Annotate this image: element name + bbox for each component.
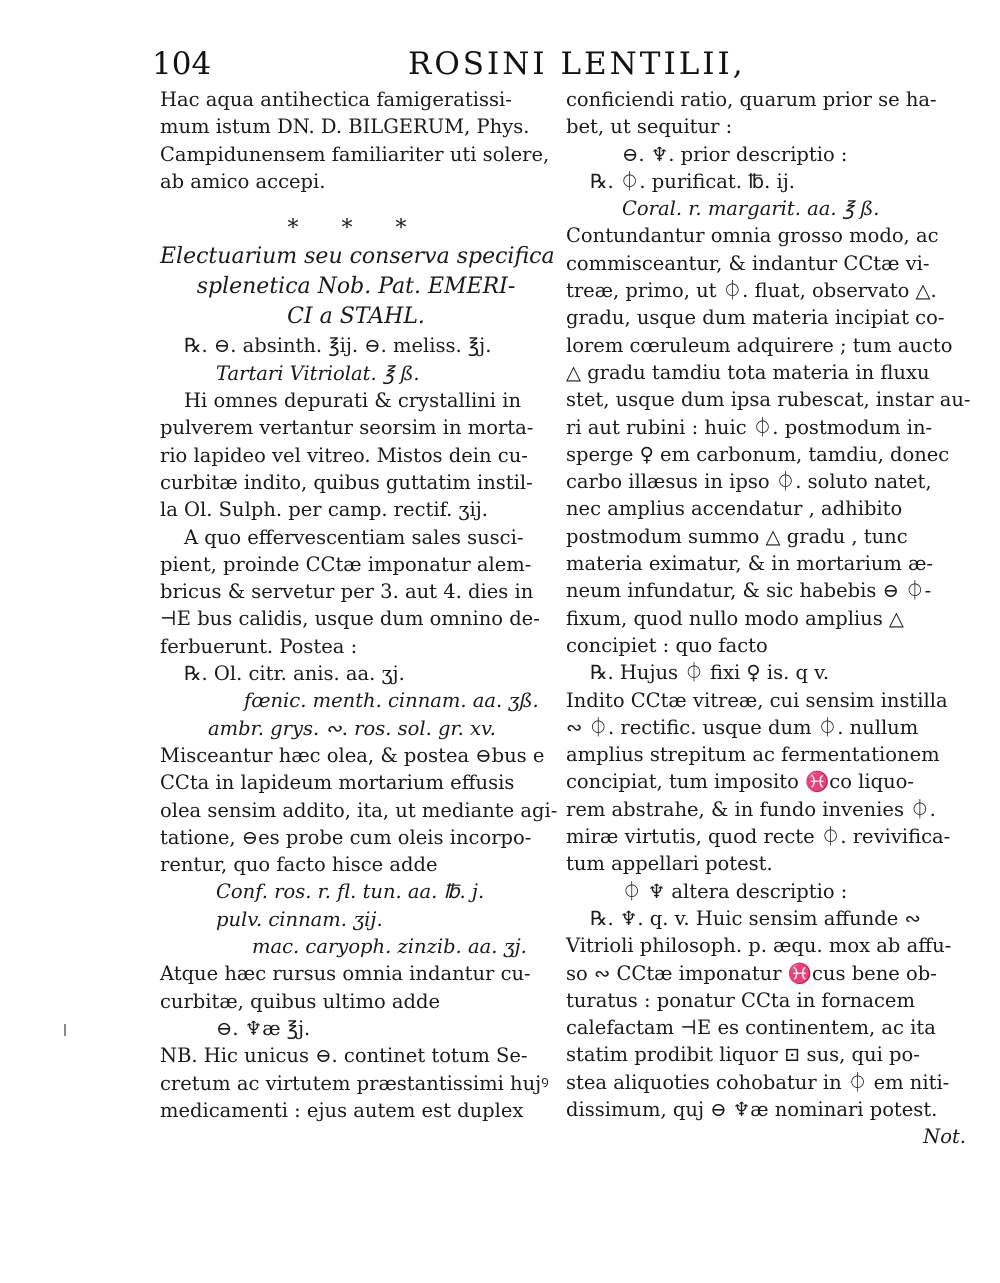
recipe-line: pulv. cinnam. ʒij. <box>216 907 383 931</box>
text-line: lorem cœruleum adquirere ; tum aucto <box>566 333 953 357</box>
recipe-line: ℞. ⊖. absinth. ℥ij. ⊖. meliss. ℥j. <box>184 334 492 358</box>
text-line: Campidunensem familiariter uti solere, <box>160 142 550 166</box>
text-line: medicamenti : ejus autem est duplex <box>160 1098 524 1122</box>
text-line: statim prodibit liquor ⊡ sus, qui po- <box>566 1043 920 1067</box>
text-line: carbo illæsus in ipso ⏀. soluto natet, <box>566 470 932 494</box>
text-line: Misceantur hæc olea, & postea ⊖bus e <box>160 743 545 767</box>
right-column <box>566 86 971 1151</box>
text-line: pient, proinde CCtæ imponatur alem- <box>160 552 532 576</box>
page-number: 104 <box>152 46 212 82</box>
text-line: mum istum DN. D. BILGERUM, Phys. <box>160 115 530 139</box>
text-line: cretum ac virtutem præstantissimi hujꝰ <box>160 1071 549 1095</box>
text-line: CCta in lapideum mortarium effusis <box>160 771 515 795</box>
text-line: sperge ♀ em carbonum, tamdiu, donec <box>566 442 950 466</box>
text-line: nec amplius accendatur , adhibito <box>566 497 903 521</box>
text-line: curbitæ indito, quibus guttatim instil- <box>160 470 533 494</box>
recipe-line: ⊖. ♆æ ℥j. <box>216 1016 311 1040</box>
section-heading: CI a STAHL. <box>287 304 425 330</box>
text-line: olea sensim addito, ita, ut mediante agi- <box>160 798 558 822</box>
text-line: tum appellari potest. <box>566 852 773 876</box>
subheading-line: ⏀ ♆ altera descriptio : <box>622 879 848 903</box>
text-line: Hi omnes depurati & crystallini in <box>184 389 522 413</box>
text-line: miræ virtutis, quod recte ⏀. revivifica- <box>566 825 951 849</box>
section-heading: Electuarium seu conserva specifica <box>160 244 555 270</box>
text-line: gradu, usque dum materia incipiat co- <box>566 306 945 330</box>
text-line: stet, usque dum ipsa rubescat, instar au- <box>566 388 971 412</box>
recipe-line: mac. caryoph. zinzib. aa. ʒj. <box>252 935 527 959</box>
recipe-line: Coral. r. margarit. aa. ℥ ß. <box>622 197 880 221</box>
text-line: bricus & servetur per 3. aut 4. dies in <box>160 580 534 604</box>
recipe-line: ℞. Ol. citr. anis. aa. ʒj. <box>184 662 405 686</box>
recipe-line: ℞. Hujus ⏀ fixi ♀ is. q v. <box>590 661 830 685</box>
text-line: A quo effervescentiam sales susci- <box>184 525 524 549</box>
text-line: la Ol. Sulph. per camp. rectif. ʒij. <box>160 498 488 522</box>
text-line: pulverem vertantur seorsim in morta- <box>160 416 534 440</box>
text-line: amplius strepitum ac fermentationem <box>566 743 940 767</box>
text-line: ab amico accepi. <box>160 169 326 193</box>
recipe-line: ℞. ♆. q. v. Huic sensim affunde ∾ <box>590 906 921 930</box>
text-line: neum infundatur, & sic habebis ⊖ ⏀- <box>566 579 932 603</box>
text-line: ∾ ⏀. rectific. usque dum ⏀. nullum <box>566 715 919 739</box>
text-line: conficiendi ratio, quarum prior se ha- <box>566 88 937 111</box>
text-line: Indito CCtæ vitreæ, cui sensim instilla <box>566 688 948 712</box>
text-line: rentur, quo facto hisce adde <box>160 853 438 877</box>
text-line: concipiet : quo facto <box>566 633 768 657</box>
recipe-line: Conf. ros. r. fl. tun. aa. ℔. j. <box>216 880 485 904</box>
text-line: Contundantur omnia grosso modo, ac <box>566 224 939 248</box>
text-line: treæ, primo, ut ⏀. fluat, observato △. <box>566 279 937 303</box>
recipe-line: fœnic. menth. cinnam. aa. ʒß. <box>244 689 539 713</box>
catchword: Not. <box>923 1125 966 1149</box>
text-line: dissimum, quj ⊖ ♆æ nominari potest. <box>566 1097 938 1121</box>
text-line: tatione, ⊖es probe cum oleis incorpo- <box>160 825 532 849</box>
text-line: Hac aqua antihectica famigeratissi- <box>160 88 512 111</box>
text-line: concipiat, tum imposito ♓co liquo- <box>566 770 914 794</box>
text-line: calefactam ⊣E es continentem, ac ita <box>566 1016 936 1040</box>
subheading-line: ⊖. ♆. prior descriptio : <box>622 142 848 166</box>
running-title: ROSINI LENTILII, <box>408 46 746 82</box>
section-heading: splenetica Nob. Pat. EMERI- <box>196 274 516 300</box>
section-ornament: * * * <box>287 216 425 242</box>
text-line: rio lapideo vel vitreo. Mistos dein cu- <box>160 443 528 467</box>
text-line: stea aliquoties cohobatur in ⏀ em niti- <box>566 1070 950 1094</box>
recipe-line: Tartari Vitriolat. ℥ ß. <box>216 361 420 385</box>
recipe-line: ℞. ⏀. purificat. ℔. ij. <box>590 169 795 193</box>
blank-line <box>160 195 552 215</box>
text-line: Vitrioli philosoph. p. æqu. mox ab affu- <box>566 934 952 958</box>
text-line: postmodum summo △ gradu , tunc <box>566 524 908 548</box>
text-line: ⊣E bus calidis, usque dum omnino de- <box>160 607 540 631</box>
text-line: materia eximatur, & in mortarium æ- <box>566 552 934 576</box>
text-line: Atque hæc rursus omnia indantur cu- <box>160 962 531 986</box>
text-line: ferbuerunt. Postea : <box>160 634 358 658</box>
left-column <box>160 86 558 1124</box>
margin-tick <box>64 1024 66 1036</box>
text-line: NB. Hic unicus ⊖. continet totum Se- <box>160 1044 528 1068</box>
text-line: rem abstrahe, & in fundo invenies ⏀. <box>566 797 936 821</box>
text-line: so ∾ CCtæ imponatur ♓cus bene ob- <box>566 961 937 985</box>
text-line: commisceantur, & indantur CCtæ vi- <box>566 251 930 275</box>
text-line: bet, ut sequitur : <box>566 115 733 139</box>
text-line: curbitæ, quibus ultimo adde <box>160 989 441 1013</box>
text-line: fixum, quod nullo modo amplius △ <box>566 606 904 630</box>
text-line: △ gradu tamdiu tota materia in fluxu <box>566 360 930 384</box>
recipe-line: ambr. grys. ∾. ros. sol. gr. xv. <box>208 716 496 740</box>
text-line: ri aut rubini : huic ⏀. postmodum in- <box>566 415 933 439</box>
text-line: turatus : ponatur CCta in fornacem <box>566 988 915 1012</box>
